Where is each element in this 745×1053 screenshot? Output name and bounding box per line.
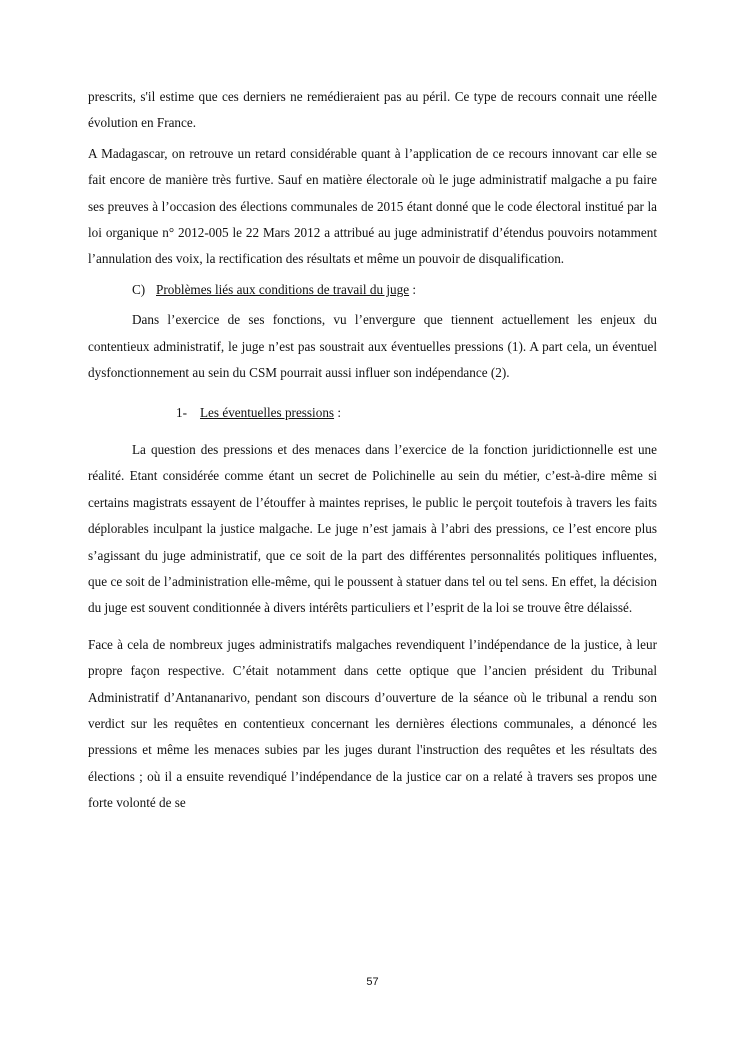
page-number: 57 — [366, 976, 379, 988]
section-number-c: C) — [132, 281, 146, 297]
subsection-heading-1 — [88, 400, 657, 426]
section-suffix-c: : — [409, 281, 417, 297]
paragraph-question-pressions: La question des pressions et des menaces dans l’exercice de la fonction juridictionnelle est une réalité. Etant considérée comme étant un secret de Polichinelle au sein du métier, c’est-à-dire même si certains magistrats essayent de l’étouffer à maintes reprises, le public le perçoit toutefois à travers les faits déplorables inculpant la justice malgache. Le juge n’est jamais à l’abri des pressions, ce l’est encore plus s’agissant du juge administratif, que ce soit de la part des différentes personnalités politiques influentes, que ce soit de l’administration elle-même, qui le poussent à statuer dans tel ou tel sens. En effet, la décision du juge est souvent conditionnée à divers intérêts particuliers et l’esprit de la loi se trouve être délaissé. — [88, 441, 657, 616]
subsection-suffix-1: : — [334, 405, 342, 421]
section-heading-c — [88, 277, 657, 303]
paragraph-face-a-cela: Face à cela de nombreux juges administratifs malgaches revendiquent l’indépendance de la justice, à leur propre façon respective. C’était notamment dans cette optique que l’ancien président du Tribunal Administratif d’Antananarivo, pendant son discours d’ouverture de la séance où le tribunal a rendu son verdict sur les requêtes en contentieux concernant les dernières élections communales, a dénoncé les pressions et même les menaces subies par les juges durant l'instruction des requêtes et les résultats des élections ; où il a ensuite revendiqué l’indépendance de la justice car on a relaté à travers ses propos une forte volonté de se — [88, 636, 657, 811]
paragraph-recours-france: prescrits, s'il estime que ces derniers ne remédieraient pas au péril. Ce type de recours connait une réelle évolution en France. — [88, 89, 657, 131]
subsection-title-1: Les éventuelles pressions — [200, 405, 335, 421]
section-title-c: Problèmes liés aux conditions de travail du juge — [156, 281, 410, 297]
paragraph-madagascar-retard: A Madagascar, on retrouve un retard considérable quant à l’application de ce recours innovant car elle se fait encore de manière très furtive. Sauf en matière électorale où le juge administratif malgache a pu faire ses preuves à l’occasion des élections communales de 2015 étant donné que le code électoral institué par la loi organique n° 2012-005 le 22 Mars 2012 a attribué au juge administratif d’étendus pouvoirs notamment l’annulation des voix, la rectification des résultats et même un pouvoir de disqualification. — [88, 145, 657, 267]
paragraph-exercice-fonctions: Dans l’exercice de ses fonctions, vu l’envergure que tiennent actuellement les enjeux du contentieux administratif, le juge n’est pas soustrait aux éventuelles pressions (1). A part cela, un éventuel dysfonctionnement au sein du CSM pourrait aussi influer son indépendance (2). — [88, 312, 657, 381]
document-page — [88, 84, 657, 817]
subsection-number-1: 1- — [176, 405, 187, 421]
